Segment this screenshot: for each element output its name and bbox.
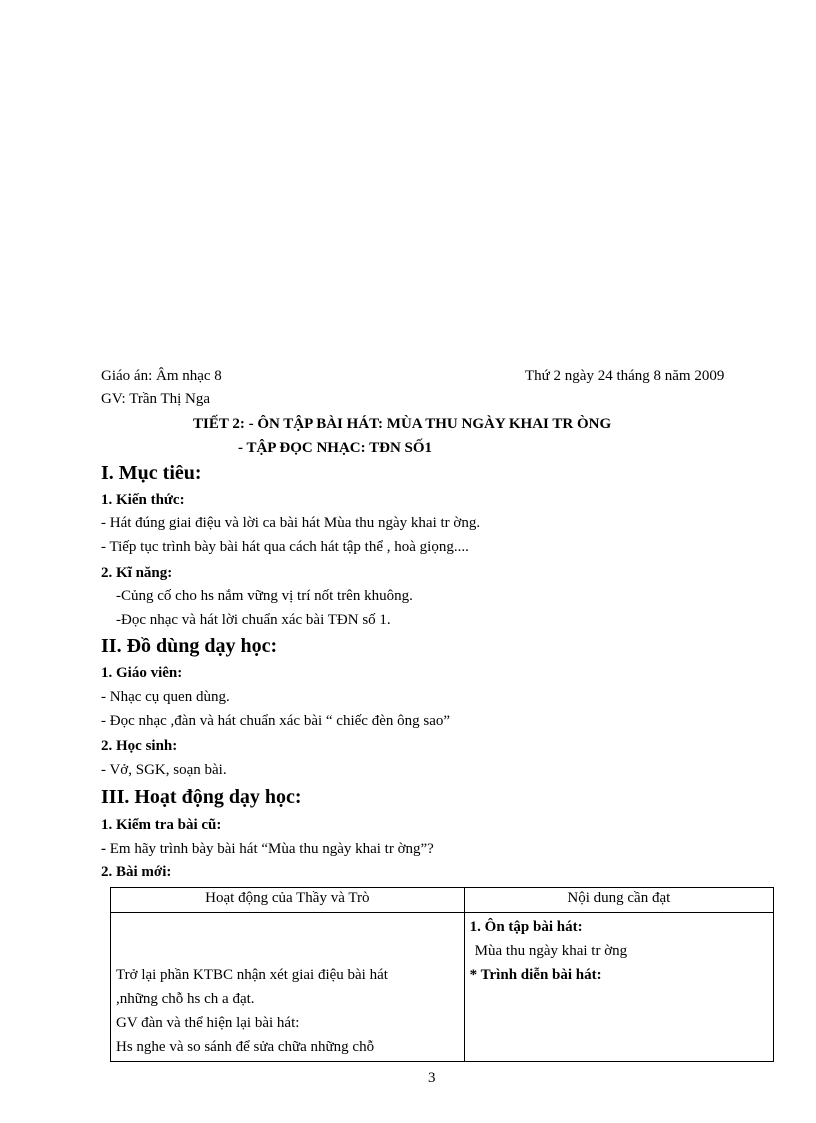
content-heading: 1. Ôn tập bài hát:: [469, 919, 583, 935]
new-lesson-heading: [101, 864, 171, 881]
lesson-title-line1: TIẾT 2: - ÔN TẬP BÀI HÁT: MÙA THU NGÀY KHAI TR ÒNG: [193, 416, 612, 432]
lesson-plan-label: Giáo án: Âm nhạc 8: [101, 368, 222, 384]
teacher-materials-heading: 1. Giáo viên:: [101, 665, 183, 681]
new-lesson-heading-text: 2. Bài mới:: [101, 864, 172, 880]
activities-cell: [111, 913, 465, 1062]
activity-line: GV đàn và thể hiện lại bài hát:: [116, 1015, 300, 1031]
section-activities-heading: III. Hoạt động dạy học:: [101, 786, 302, 808]
table-header-activities: Hoạt động của Thầy và Trò: [111, 888, 465, 913]
table-row: [111, 913, 774, 1062]
table-header-row: [111, 888, 774, 913]
knowledge-item: - Tiếp tục trình bày bài hát qua cách hát tập thể , hoà giọng....: [101, 539, 469, 555]
teacher-label: GV: Trần Thị Nga: [101, 391, 211, 407]
review-item: - Em hãy trình bày bài hát “Mùa thu ngày khai tr ờng”?: [101, 841, 434, 857]
activity-line: Trở lại phần KTBC nhận xét giai điệu bài hát: [116, 967, 388, 983]
content-song: Mùa thu ngày khai tr ờng: [474, 943, 628, 959]
student-materials-heading: 2. Học sinh:: [101, 738, 178, 754]
content-cell: [464, 913, 773, 1062]
skills-item: -Củng cố cho hs nắm vững vị trí nốt trên khuông.: [116, 588, 413, 604]
skills-item: -Đọc nhạc và hát lời chuẩn xác bài TĐN số 1.: [116, 612, 391, 628]
lesson-title-line2: - TẬP ĐỌC NHẠC: TĐN SỐ1: [238, 440, 433, 456]
content-subheading: * Trình diễn bài hát:: [469, 967, 602, 983]
knowledge-item: - Hát đúng giai điệu và lời ca bài hát Mùa thu ngày khai tr ờng.: [101, 515, 481, 531]
student-materials-item: - Vở, SGK, soạn bài.: [101, 762, 227, 778]
page-number: 3: [428, 1070, 436, 1086]
activities-table: [110, 887, 774, 1062]
review-heading: 1. Kiểm tra bài cũ:: [101, 817, 222, 833]
knowledge-heading: 1. Kiến thức:: [101, 492, 185, 508]
table-header-content: Nội dung cần đạt: [464, 888, 773, 913]
section-materials-heading: II. Đồ dùng dạy học:: [101, 635, 278, 657]
activity-line: Hs nghe và so sánh để sửa chữa những chỗ: [116, 1039, 375, 1055]
date-label: Thứ 2 ngày 24 tháng 8 năm 2009: [525, 368, 725, 384]
teacher-materials-item: - Nhạc cụ quen dùng.: [101, 689, 230, 705]
skills-heading: 2. Kĩ năng:: [101, 565, 173, 581]
teacher-materials-item: - Đọc nhạc ,đàn và hát chuẩn xác bài “ chiếc đèn ông sao”: [101, 713, 451, 729]
review-item-text: Em hãy trình bày bài hát “Mùa thu ngày khai tr ờng”?: [109, 841, 434, 857]
activity-line: ,những chỗ hs ch a đạt.: [116, 991, 255, 1007]
section-objectives-heading: I. Mục tiêu:: [101, 462, 202, 484]
